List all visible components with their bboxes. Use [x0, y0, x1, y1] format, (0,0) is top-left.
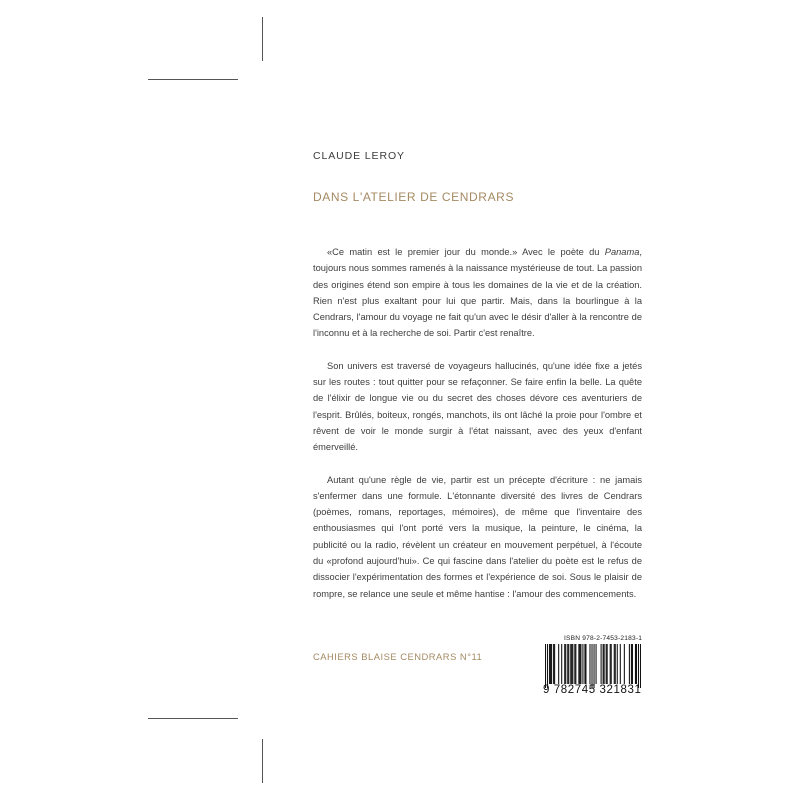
- barcode-bar: [578, 644, 579, 684]
- barcode-bar: [591, 644, 592, 688]
- paragraph-1: «Ce matin est le premier jour du monde.» Avec le poète du Panama, toujours nous sommes ramenés à la naissance mystérieuse de tout. La passion des origines étend son empire à tous les domaines de la vie et de la création. Rien n'est plus exaltant pour lui que partir. Mais, dans la bourlingue à la Cendrars, l'amour du voyage ne fait qu'un avec le désir d'aller à la rencontre de l'inconnu et à la recherche de soi. Partir c'est renaître.: [313, 247, 642, 339]
- barcode-bar: [580, 644, 581, 684]
- barcode-bar: [631, 644, 632, 684]
- barcode-bar: [549, 644, 550, 684]
- barcode-bar: [575, 644, 576, 684]
- barcode-bar: [554, 644, 555, 684]
- paragraph-3: Autant qu'une règle de vie, partir est un précepte d'écriture : ne jamais s'enfermer dans une formule. L'étonnante diversité des livres de Cendrars (poèmes, romans, reportages, mémoires), de même que l'inventaire des enthousiasmes qui l'ont porté vers la musique, la peinture, le cinéma, la publicité ou la radio, révèlent un créateur en mouvement perpétuel, à l'écoute du «profond aujourd'hui». Ce qui fascine dans l'atelier du poète est le refus de dissocier l'expérimentation des formes et l'expérience de soi. Sous le plaisir de rompre, se relance une seule et même hantise : l'amour des commencements.: [313, 474, 642, 599]
- barcode-bar: [567, 644, 568, 684]
- barcode-bar: [635, 644, 636, 684]
- bottom-margin-rule: [148, 718, 238, 719]
- barcode-bar: [582, 644, 583, 684]
- barcode-bar: [638, 644, 639, 688]
- barcode-bar: [632, 644, 633, 684]
- barcode-bar: [617, 644, 618, 684]
- top-margin-rule: [148, 79, 238, 80]
- italic-panama: Panama: [604, 247, 640, 257]
- barcode-bar: [604, 644, 605, 684]
- barcode-bar: [570, 644, 571, 684]
- paragraph-2: Son univers est traversé de voyageurs hallucinés, qu'une idée fixe a jetés sur les routes : tout quitter pour se refaçonner. Se faire enfin la belle. La quête de l'élixir de longue vie ou du secret des choses dévore ces aventuriers de l'esprit. Brûlés, boiteux, rongés, manchots, ils ont lâché la proie pour l'ombre et rêvent de voir le monde surgir à l'état naissant, avec des yeux d'enfant émerveillé.: [313, 360, 642, 453]
- isbn-label: ISBN 978-2-7453-2183-1: [564, 635, 643, 642]
- barcode-bar: [551, 644, 552, 684]
- barcode-bar: [596, 644, 597, 684]
- author-name: CLAUDE LEROY: [313, 150, 405, 162]
- barcode-bar: [568, 644, 569, 684]
- barcode-bar: [553, 644, 554, 684]
- barcode-bar: [589, 644, 590, 684]
- barcode-bar: [594, 644, 595, 688]
- barcode-bar: [571, 644, 572, 684]
- barcode-bar: [561, 644, 562, 684]
- barcode-bar: [614, 644, 615, 684]
- barcode-bar: [564, 644, 565, 684]
- barcode-bar: [620, 644, 621, 684]
- barcode-bar: [572, 644, 573, 684]
- book-title: DANS L'ATELIER DE CENDRARS: [313, 190, 515, 204]
- barcode-bar: [606, 644, 607, 684]
- barcode-bar: [545, 644, 546, 688]
- barcode-bar: [579, 644, 580, 684]
- barcode-bar: [558, 644, 559, 684]
- barcode-bar: [550, 644, 551, 684]
- barcode-bar: [607, 644, 608, 684]
- barcode-bar: [636, 644, 637, 684]
- barcode-bar: [629, 644, 630, 684]
- barcode-bar: [611, 644, 612, 684]
- barcode-bar: [624, 644, 625, 684]
- barcode-bar: [601, 644, 602, 684]
- barcode-bar: [584, 644, 585, 684]
- blurb-text: [313, 244, 642, 618]
- barcode-bar: [565, 644, 566, 684]
- ean-barcode: [545, 644, 641, 688]
- barcode-bar: [610, 644, 611, 684]
- series-name: CAHIERS BLAISE CENDRARS N°11: [313, 651, 483, 662]
- barcode-bar: [547, 644, 548, 688]
- top-crop-mark: [262, 17, 263, 61]
- barcode-bar: [574, 644, 575, 684]
- barcode-number: 9 782745 321831: [543, 684, 642, 696]
- bottom-crop-mark: [262, 739, 263, 783]
- barcode-bar: [585, 644, 586, 684]
- barcode-bar: [603, 644, 604, 684]
- barcode-bar: [615, 644, 616, 684]
- barcode-bar: [640, 644, 641, 688]
